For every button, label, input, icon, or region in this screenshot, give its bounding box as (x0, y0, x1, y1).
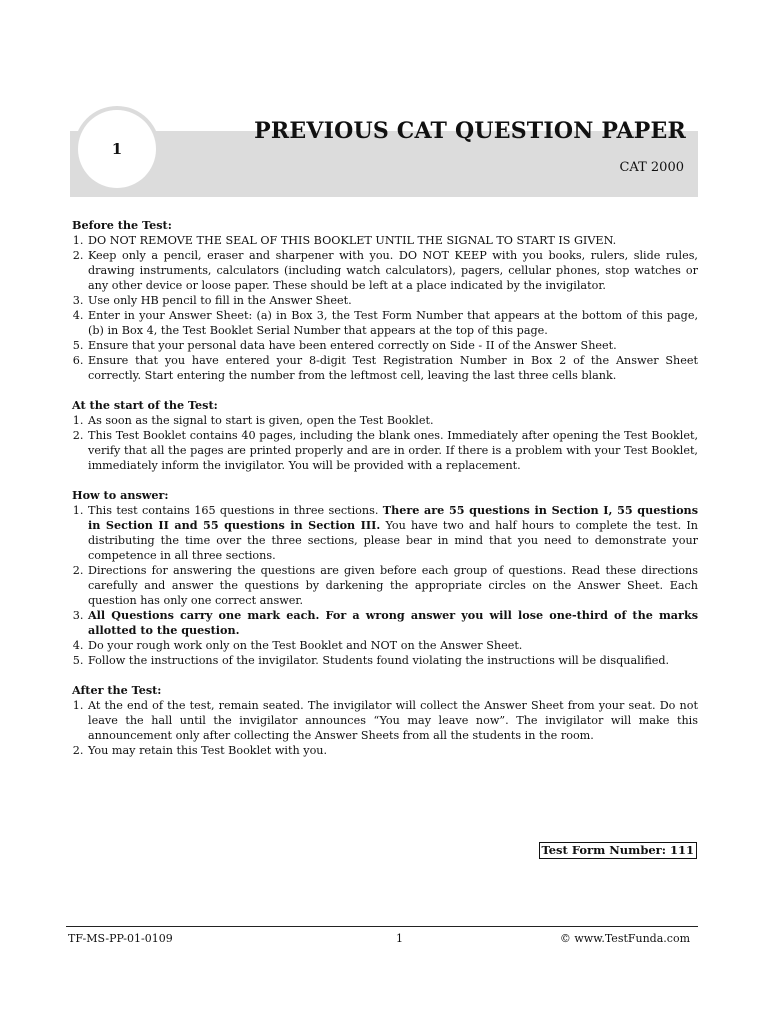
list-item (87, 503, 698, 563)
list-item-text: This test contains 165 questions in three sections. (88, 504, 379, 517)
instruction-list (72, 233, 698, 383)
list-item: 1. At the end of the test, remain seated. The invigilator will collect the Answer Sheet from your seat. Do not leave the hall until the invigilator announces “You may leave now”. The invigilator will make this announcement only after collecting the Answer Sheets from all the students in the room. (87, 698, 698, 743)
section-heading: Before the Test: (72, 218, 172, 232)
instruction-list (72, 413, 698, 473)
booklet-number: 1 (78, 110, 156, 188)
list-item: 2. You may retain this Test Booklet with you. (87, 743, 698, 758)
section-heading: How to answer: (72, 488, 169, 502)
section-how-to-answer (72, 488, 698, 668)
list-item: 1. As soon as the signal to start is given, open the Test Booklet. (87, 413, 698, 428)
test-form-number: Test Form Number: 111 (539, 842, 698, 859)
section-start-test (72, 398, 698, 473)
list-item: 4. Enter in your Answer Sheet: (a) in Box 3, the Test Form Number that appears at the bottom of this page, (b) in Box 4, the Test Booklet Serial Number that appears at the top of this page. (87, 308, 698, 338)
section-heading: After the Test: (72, 683, 162, 697)
footer-site: © www.TestFunda.com (559, 932, 690, 945)
footer-page-number: 1 (396, 932, 403, 945)
section-heading: At the start of the Test: (72, 398, 218, 412)
section-before-test (72, 218, 698, 383)
list-item: 3. Use only HB pencil to fill in the Answer Sheet. (87, 293, 698, 308)
list-item-text: You have two and half hours to complete the test. In distributing the time over the three sections, please bear in mind that you need to demonstrate your competence in all three sections. (88, 519, 698, 562)
instruction-list (72, 503, 698, 668)
list-item: 2. This Test Booklet contains 40 pages, including the blank ones. Immediately after opening the Test Booklet, verify that all the pages are printed properly and are in order. If there is a problem with your Test Booklet, immediately inform the invigilator. You will be provided with a replacement. (87, 428, 698, 473)
instructions (72, 218, 698, 773)
list-item-bold: All Questions carry one mark each. For a wrong answer you will lose one-third of the marks allotted to the question. (88, 608, 698, 637)
list-item: 6. Ensure that you have entered your 8-digit Test Registration Number in Box 2 of the Answer Sheet correctly. Start entering the number from the leftmost cell, leaving the last three cells blank. (87, 353, 698, 383)
page-subtitle: CAT 2000 (619, 160, 684, 175)
list-item: 2. Keep only a pencil, eraser and sharpener with you. DO NOT KEEP with you books, rulers, slide rules, drawing instruments, calculators (including watch calculators), pagers, cellular phones, stop watches or any other device or loose paper. These should be left at a place indicated by the invigilator. (87, 248, 698, 293)
list-item: 2. Directions for answering the questions are given before each group of questions. Read these directions carefully and answer the questions by darkening the appropriate circles on the Answer Sheet. Each question has only one correct answer. (87, 563, 698, 608)
list-item: 4. Do your rough work only on the Test Booklet and NOT on the Answer Sheet. (87, 638, 698, 653)
list-item: 5. Follow the instructions of the invigilator. Students found violating the instructions will be disqualified. (87, 653, 698, 668)
footer-divider (66, 926, 698, 927)
list-item (87, 608, 698, 638)
list-item: 1. DO NOT REMOVE THE SEAL OF THIS BOOKLET UNTIL THE SIGNAL TO START IS GIVEN. (87, 233, 698, 248)
instruction-list (72, 698, 698, 758)
section-after-test (72, 683, 698, 758)
page-title: PREVIOUS CAT QUESTION PAPER (254, 118, 686, 144)
footer-code: TF-MS-PP-01-0109 (68, 932, 173, 945)
list-item: 5. Ensure that your personal data have been entered correctly on Side - II of the Answer Sheet. (87, 338, 698, 353)
list-item-bold: There are 55 questions in Section I, 55 questions in Section II and 55 questions in Section III. (88, 503, 698, 532)
